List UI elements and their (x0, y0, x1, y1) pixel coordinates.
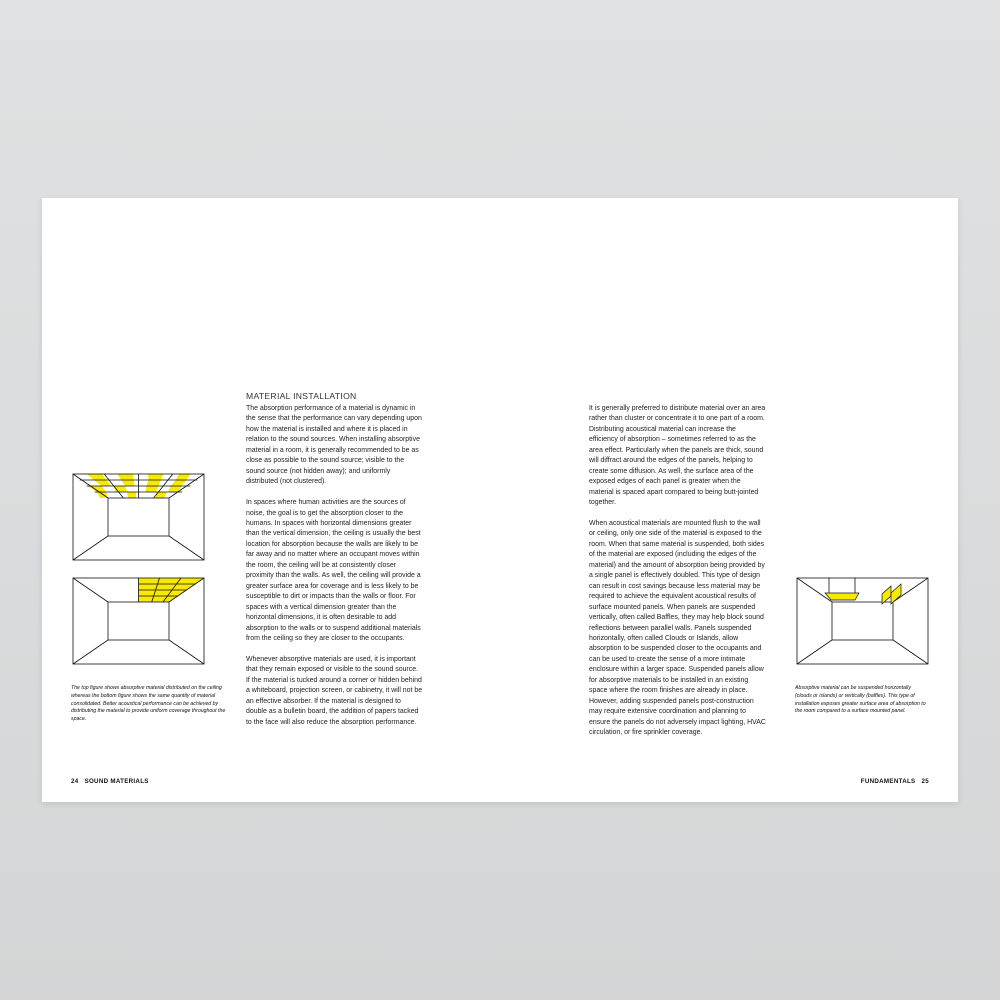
ceiling-consolidated-figure (71, 576, 206, 666)
body-paragraph: When acoustical materials are mounted flush to the wall or ceiling, only one side of the material is exposed to the room. When that same material is suspended, both sides of the material are exposed (including the edges of the material) and the amount of absorption being provided by a single panel is effectively doubled. This type of design can result in cost savings because less material may be required to achieve the equivalent acoustical results of surface mounted panels. When panels are suspended vertically, often called Baffles, they may help block sound reflections between parallel walls. Panels suspended horizontally, often called Clouds or Islands, allow absorption to be suspended closer to the occupants and can be used to create the sense of a more intimate enclosure within a larger space. Suspended panels allow for absorptive materials to be installed in an existing space where the room finishes are already in place. However, adding suspended panels post-construction may require extensive coordination and planning to ensure the panels do not adversely impact lighting, HVAC circulation, or fire sprinkler coverage. (589, 519, 766, 737)
left-figure-caption: The top figure shows absorptive material distributed on the ceiling whereas the bottom figure shows the same quantity of material consolidated. Better acoustical performance can be achieved by distributing the material to provide uniform coverage throughout the space. (71, 685, 226, 723)
left-folio (71, 778, 149, 785)
running-title: FUNDAMENTALS (860, 778, 916, 785)
left-text-column (246, 404, 423, 738)
section-heading: MATERIAL INSTALLATION (246, 391, 357, 401)
page-number: 25 (921, 778, 929, 785)
suspended-panels-figure (795, 576, 930, 666)
page-number: 24 (71, 778, 79, 785)
baffle-panel (882, 586, 891, 604)
body-paragraph: In spaces where human activities are the sources of noise, the goal is to get the absorption closer to the humans. In spaces with horizontal dimensions greater than the vertical dimension, the ceiling is usually the best location for absorption because the walls are likely to be far away and no matter where an occupant moves within the room, the ceiling will be at consistently closer proximity than the walls. As well, the ceiling will provide a greater surface area for coverage and is less likely to be susceptible to dirt or impacts than the walls or floor. For spaces with a vertical dimension greater than the horizontal dimensions, it is often desirable to add absorption to the walls or to suspend additional materials from the ceiling so they are closer to the occupants. (246, 499, 421, 642)
body-paragraph: Whenever absorptive materials are used, it is important that they remain exposed or visible to the sound source. If the material is tucked around a corner or hidden behind a whiteboard, projection screen, or cabinetry, it will not be an effective absorber. If the material is designed to double as a bulletin board, the addition of papers tacked to the face will also reduce the absorption performance. (246, 655, 423, 726)
right-figure-caption: Absorptive material can be suspended horizontally (clouds or islands) or vertically (baffles). This type of installation exposes greater surface area of absorption to the room compared to a surface mounted panel. (795, 685, 926, 715)
baffle-panel (891, 584, 901, 604)
running-title: SOUND MATERIALS (84, 778, 149, 785)
cloud-panel (825, 593, 859, 600)
right-text-column (589, 404, 766, 749)
body-paragraph: It is generally preferred to distribute material over an area rather than cluster or concentrate it to one part of a room. Distributing acoustical material can increase the efficiency of absorption – sometimes referred to as the area effect. Particularly when the panels are thick, sound will diffract around the edges of the panels, helping to create some diffusion. As well, the surface area of the exposed edges of each panel is greater when the material is spaced apart compared to being butt-jointed together. (589, 405, 766, 507)
body-paragraph: The absorption performance of a material is dynamic in the sense that the performance can vary depending upon how the material is installed and where it is placed in relation to the sound sources. When installing absorptive material in a room, it is generally recommended to be as close as possible to the sound source; visible to the sound source (not hidden away); and uniformly distributed (not clustered). (246, 405, 422, 486)
right-folio (861, 778, 929, 785)
book-spread (42, 198, 958, 802)
ceiling-distributed-figure (71, 472, 206, 562)
